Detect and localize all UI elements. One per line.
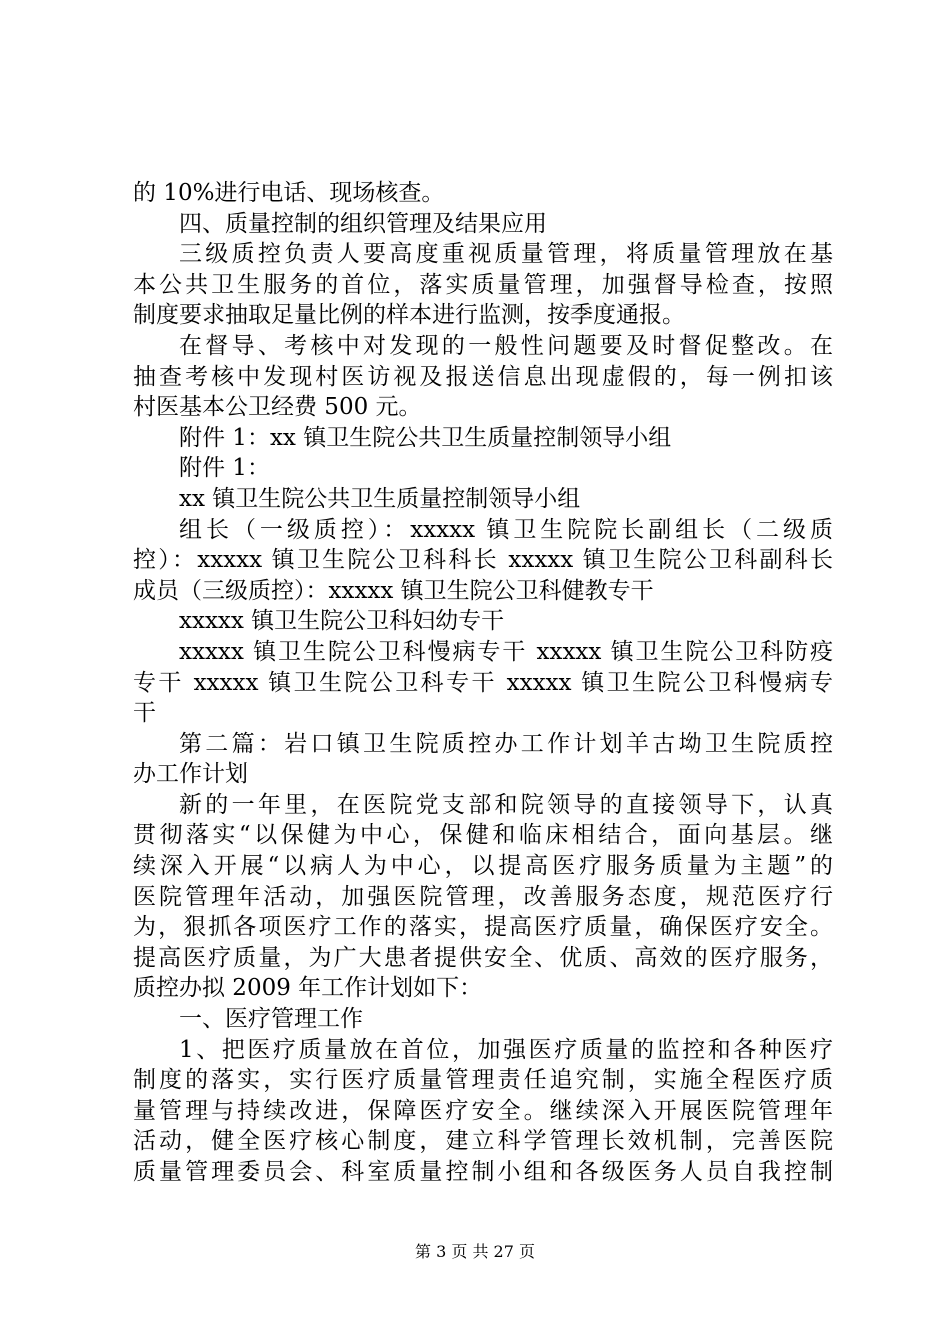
text-line: 制度要求抽取足量比例的样本进行监测，按季度通报。 [133,302,685,329]
text-line: 三级质控负责人要高度重视质量管理，将质量管理放在基 [179,241,833,268]
section-heading: 第二篇：岩口镇卫生院质控办工作计划羊古坳卫生院质控 [179,730,833,757]
section-heading: 四、质量控制的组织管理及结果应用 [179,210,547,237]
text-line: 的 10%进行电话、现场核查。 [133,180,445,206]
text-line: 提高医疗质量，为广大患者提供安全、优质、高效的医疗服务， [133,944,833,971]
section-heading: 办工作计划 [133,761,248,788]
text-line: xxxxx 镇卫生院公卫科慢病专干 xxxxx 镇卫生院公卫科防疫 [179,638,833,665]
text-line: 制度的落实，实行医疗质量管理责任追究制，实施全程医疗质 [133,1067,833,1094]
section-heading: 一、医疗管理工作 [179,1006,363,1033]
text-line: 1、把医疗质量放在首位，加强医疗质量的监控和各种医疗 [179,1036,833,1063]
text-line: xx 镇卫生院公共卫生质量控制领导小组 [179,485,581,512]
text-line: 附件 1：xx 镇卫生院公共卫生质量控制领导小组 [179,424,672,451]
text-line: 村医基本公卫经费 500 元。 [133,394,422,421]
text-line: 控）：xxxxx 镇卫生院公卫科科长 xxxxx 镇卫生院公卫科副科长 [133,547,833,574]
text-line: 为，狠抓各项医疗工作的落实，提高医疗质量，确保医疗安全。 [133,914,833,941]
text-line: 质控办拟 2009 年工作计划如下： [133,975,483,1002]
text-line: 本公共卫生服务的首位，落实质量管理，加强督导检查，按照 [133,271,833,298]
document-body [133,178,833,1188]
text-line: 续深入开展“以病人为中心，以提高医疗服务质量为主题”的 [133,853,833,880]
text-line: 活动，健全医疗核心制度，建立科学管理长效机制，完善医院 [133,1128,833,1155]
text-line: 成员（三级质控）：xxxxx 镇卫生院公卫科健教专干 [133,577,654,604]
text-line: 质量管理委员会、科室质量控制小组和各级医务人员自我控制 [133,1159,833,1185]
text-line: 干 [133,700,156,727]
text-line: 量管理与持续改进，保障医疗安全。继续深入开展医院管理年 [133,1097,833,1124]
text-line: 附件 1： [179,455,270,482]
text-line: 专干 xxxxx 镇卫生院公卫科专干 xxxxx 镇卫生院公卫科慢病专 [133,669,833,696]
text-line: 在督导、考核中对发现的一般性问题要及时督促整改。在 [179,332,833,359]
text-line: xxxxx 镇卫生院公卫科妇幼专干 [179,608,505,635]
text-line: 新的一年里，在医院党支部和院领导的直接领导下，认真 [179,791,833,818]
text-line: 医院管理年活动，加强医院管理，改善服务态度，规范医疗行 [133,883,833,910]
text-line: 抽查考核中发现村医访视及报送信息出现虚假的，每一例扣该 [133,363,833,390]
text-line: 组长（一级质控）：xxxxx 镇卫生院院长副组长（二级质 [179,516,833,543]
text-line: 贯彻落实“以保健为中心，保健和临床相结合，面向基层。继 [133,822,833,849]
page-number-footer: 第 3 页 共 27 页 [415,1242,535,1261]
